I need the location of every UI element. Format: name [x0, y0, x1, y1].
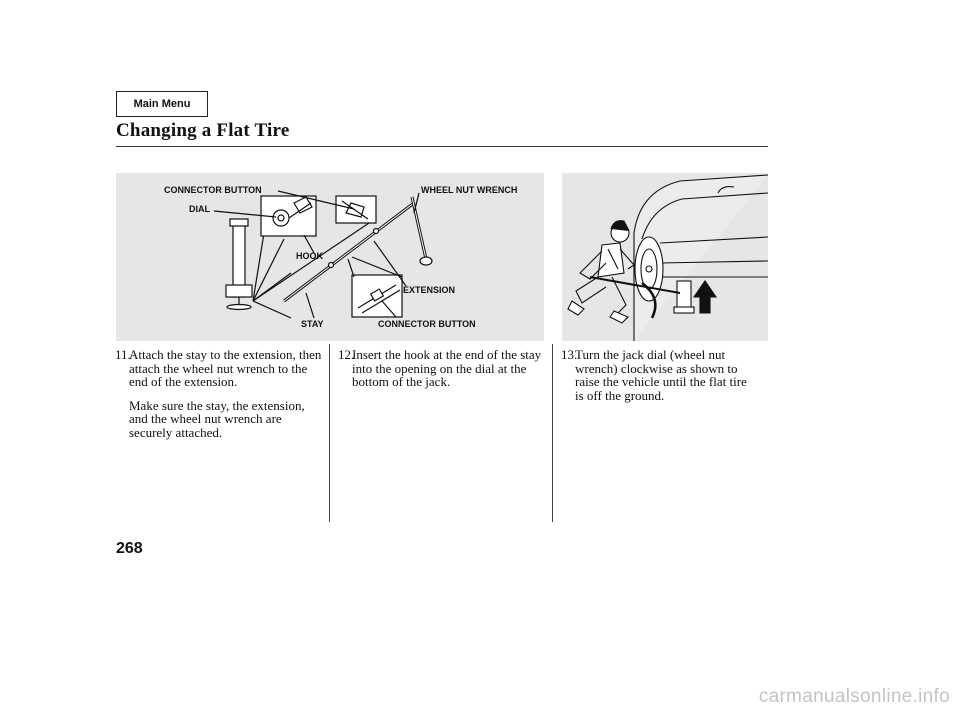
- step-13: [561, 348, 751, 402]
- raising-vehicle-figure: [562, 173, 768, 341]
- extension-label: EXTENSION: [403, 285, 456, 295]
- step-11: [115, 348, 323, 439]
- watermark: carmanualsonline.info: [758, 686, 950, 707]
- step-number: 12.: [338, 347, 355, 362]
- step-number: 13.: [561, 347, 578, 362]
- title-divider: [116, 146, 768, 147]
- step-12: [338, 348, 546, 389]
- step-number: 11.: [115, 347, 131, 362]
- stay-label: STAY: [301, 319, 324, 329]
- column-divider: [329, 344, 330, 522]
- raising-vehicle-illustration: [562, 173, 768, 341]
- dial-label: DIAL: [189, 204, 210, 214]
- connector-button-bottom-label: CONNECTOR BUTTON: [378, 319, 476, 329]
- step-note: Make sure the stay, the extension, and the wheel nut wrench are securely attached.: [129, 397, 305, 440]
- main-menu-button[interactable]: Main Menu: [116, 91, 208, 117]
- page-title: Changing a Flat Tire: [116, 120, 290, 141]
- page-number: 268: [116, 540, 143, 557]
- column-divider: [552, 344, 553, 522]
- jack-assembly-illustration: [116, 173, 544, 341]
- step-text: Attach the stay to the extension, then attach the wheel nut wrench to the end of the extension.: [129, 347, 322, 389]
- step-text: Turn the jack dial (wheel nut wrench) clockwise as shown to raise the vehicle until the flat tire is off the ground.: [575, 347, 747, 403]
- hook-label: HOOK: [296, 251, 323, 261]
- wheel-nut-wrench-label: WHEEL NUT WRENCH: [421, 185, 518, 195]
- connector-button-label: CONNECTOR BUTTON: [164, 185, 262, 195]
- step-text: Insert the hook at the end of the stay into the opening on the dial at the bottom of the jack.: [352, 347, 542, 389]
- jack-assembly-figure: [116, 173, 544, 341]
